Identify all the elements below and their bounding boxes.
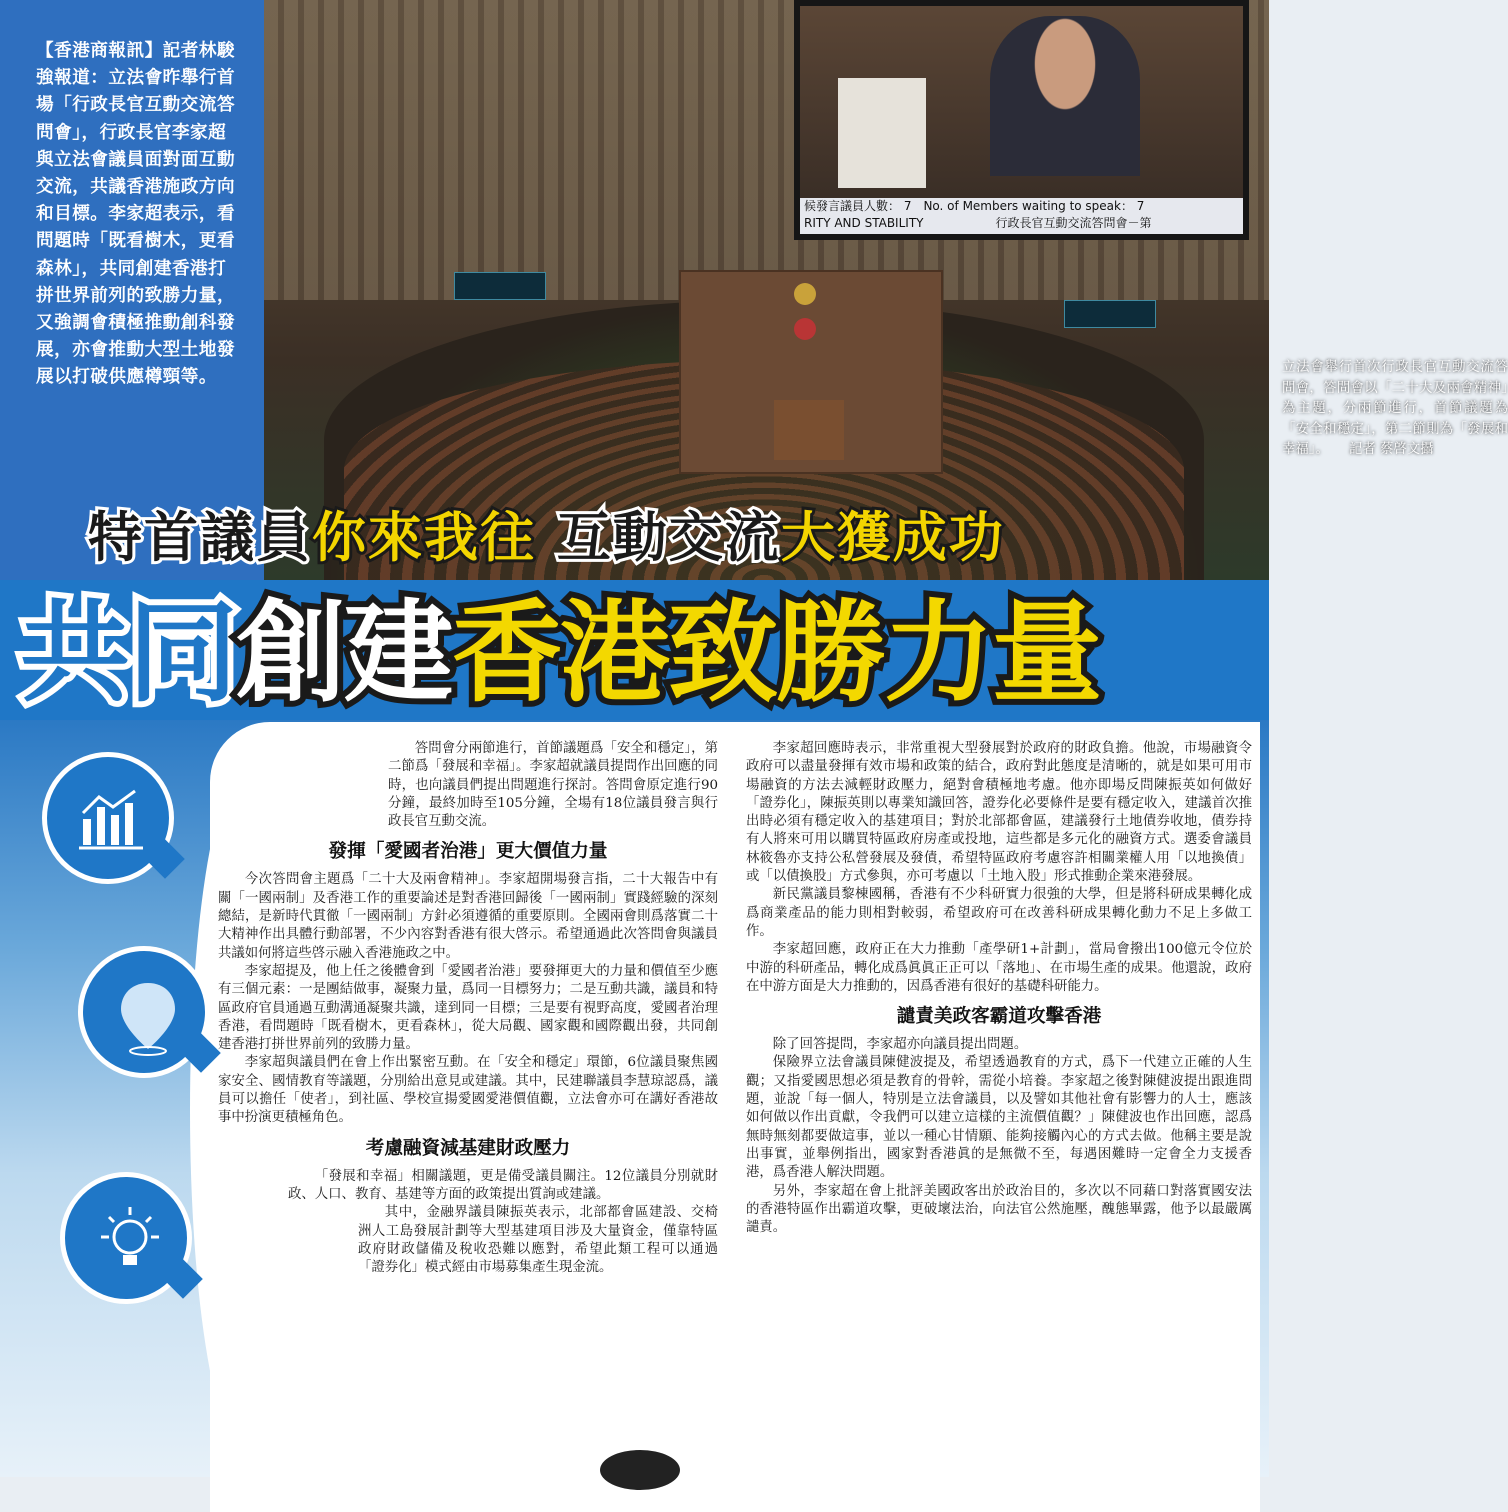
sign-language-interpreter bbox=[838, 78, 926, 188]
sub-headline bbox=[88, 500, 1005, 576]
sub-headline-part-2: 你來我往 bbox=[312, 506, 536, 569]
article-paragraph: 李家超回應時表示，非常重視大型發展對於政府的財政負擔。他說，市場融資令政府可以盡量發揮有效市場和政策的結合，政府對此態度是清晰的，就是如果可用市場融資的方法去減輕財政壓力，絕對會積極地考慮。他亦即場反問陳振英如何做好「證券化」，陳振英則以專業知識回答，證券化必要條件是要有穩定收入，建議首次推出時必須有穩定收入的基建項目；對於北部都會區，建議發行土地債券收地，債券持有人將來可用以購買特區政府房產或投地，這些都是多元化的融資方式。選委會議員林筱魯亦支持公私營發展及發債，希望特區政府考慮容許相關業權人用「以地換債」或「以債換股」方式參與，亦可考慮以「土地入股」形式推動企業來港發展。 bbox=[746, 741, 1252, 885]
main-headline-part-1: 共同 bbox=[20, 589, 236, 717]
article-column-1 bbox=[218, 740, 718, 1277]
article-paragraph: 除了回答提問，李家超亦向議員提出問題。 bbox=[772, 1037, 1028, 1053]
tv-caption-line-2: RITY AND STABILITY 行政長官互動交流答問會－第 bbox=[804, 216, 1152, 230]
regional-emblem bbox=[794, 318, 816, 340]
sub-headline-part-4: 大獲成功 bbox=[780, 506, 1005, 569]
tv-screen bbox=[794, 0, 1249, 240]
article-paragraph: 新民黨議員黎棟國稱，香港有不少科研實力很強的大學，但是將科研成果轉化成爲商業產品的能力則相對較弱，希望政府可在改善科研成果轉化動力不足上多做工作。 bbox=[746, 887, 1252, 939]
article-paragraph: 答問會分兩節進行，首節議題爲「安全和穩定」，第二節爲「發展和幸福」。李家超就議員提問作出回應的同時，也向議員們提出問題進行探討。答問會原定進行90分鐘，最終加時至105分鐘，全場有18位議員發言與行政長官互動交流。 bbox=[388, 741, 718, 830]
article-column-2 bbox=[746, 740, 1252, 1237]
article-paragraph: 李家超回應，政府正在大力推動「產學研1+計劃」，當局會撥出100億元令位於中游的科研產品，轉化成爲眞眞正正可以「落地」、在市場生產的成果。他還說，政府在中游方面是大力推動的，因爲香港有很好的基礎科研能力。 bbox=[746, 942, 1252, 994]
section-heading: 發揮「愛國者治港」更大價值力量 bbox=[328, 841, 608, 863]
tv-caption-bar bbox=[800, 198, 1243, 234]
article-paragraph: 李家超提及，他上任之後體會到「愛國者治港」要發揮更大的力量和價值至少應有三個元素：一是團結做事，凝聚力量，爲同一目標努力；二是互動共識，議員和特區政府官員通過互動溝通凝聚共識，達到同一目標；三是要有視野高度，愛國者治理香港，看問題時「既看樹木，更看森林」，從大局觀、國家觀和國際觀出發，共同創建香港打拼世界前列的致勝力量。 bbox=[218, 963, 718, 1053]
tv-picture bbox=[800, 6, 1243, 198]
article-paragraph: 保險界立法會議員陳健波提及，希望透過教育的方式，爲下一代建立正確的人生觀；又指愛國思想必須是教育的骨幹，需從小培養。李家超之後對陳健波提出跟進問題，並說「每一個人，特別是立法會議員，以及譬如其他社會有影響力的人士，應該如何做以作出貢獻，令我們可以建立這樣的主流價值觀？」陳健波也作出回應，認爲無時無刻都要做這事，並以一種心甘情願、能夠接觸內心的方式去做。他稱主要是說出事實，並舉例指出，國家對香港眞的是無微不至，每遇困難時一定會全力支援香港，爲香港人解決問題。 bbox=[746, 1055, 1252, 1181]
tv-caption-line-1: 候發言議員人數： 7 No. of Members waiting to speak： 7 bbox=[804, 199, 1145, 213]
main-headline bbox=[20, 590, 1100, 716]
podium bbox=[774, 400, 844, 460]
main-headline-part-2: 創建 bbox=[236, 589, 452, 717]
lead-paragraph: 【香港商報訊】記者林駿強報道：立法會昨舉行首場「行政長官互動交流答問會」，行政長官李家超與立法會議員面對面互動交流，共議香港施政方向和目標。李家超表示，看問題時「既看樹木，更看森林」，共同創建香港打拼世界前列的致勝力量，又強調會積極推動創科發展，亦會推動大型土地發展以打破供應樽頸等。 bbox=[36, 41, 236, 388]
article-paragraph: 「發展和幸福」相關議題，更是備受議員關注。12位議員分別就財政、人口、教育、基建等方面的政策提出質詢或建議。 bbox=[288, 1168, 718, 1202]
section-heading: 譴責美政客霸道攻擊香港 bbox=[896, 1006, 1102, 1028]
main-headline-part-3: 香港致勝力量 bbox=[452, 589, 1100, 717]
article-paragraph: 今次答問會主題爲「二十大及兩會精神」。李家超開場發言指，二十大報告中有關「一國兩制」及香港工作的重要論述是對香港回歸後「一國兩制」實踐經驗的深刻總結，是新時代貫徹「一國兩制」方針必須遵循的重要原則。全國兩會則爲落實二十大精神作出具體行動部署，不少內容對香港有很大啓示。希望通過此次答問會與議員共議如何將這些啓示融入香港施政之中。 bbox=[218, 872, 718, 961]
display-sign-left bbox=[454, 272, 546, 300]
chief-executive-figure bbox=[990, 16, 1140, 176]
bottom-decoration bbox=[600, 1450, 680, 1490]
location-pin-icon bbox=[78, 946, 210, 1078]
sub-headline-part-1: 特首議員 bbox=[88, 506, 312, 569]
lightbulb-icon bbox=[60, 1172, 192, 1304]
display-sign-right bbox=[1064, 300, 1156, 328]
article-paragraph: 李家超與議員們在會上作出緊密互動。在「安全和穩定」環節，6位議員聚焦國家安全、國情教育等議題，分別給出意見或建議。其中，民建聯議員李慧琼認爲，議員可以擔任「使者」，到社區、學校宣揚愛國愛港價值觀，立法會亦可在講好香港故事中扮演更積極角色。 bbox=[218, 1055, 718, 1126]
sub-headline-part-3: 互動交流 bbox=[536, 506, 781, 569]
section-heading: 考慮融資減基建財政壓力 bbox=[365, 1137, 571, 1159]
article-paragraph: 另外，李家超在會上批評美國政客出於政治目的，多次以不同藉口對落實國安法的香港特區作出霸道攻擊，更破壞法治，向法官公然施壓，醜態畢露，他予以最嚴厲譴責。 bbox=[746, 1183, 1252, 1236]
national-emblem bbox=[794, 283, 816, 305]
article-paragraph: 其中，金融界議員陳振英表示，北部都會區建設、交椅洲人工島發展計劃等大型基建項目涉及大量資金，僅靠特區政府財政儲備及稅收恐難以應對，希望此類工程可以通過「證券化」模式經由市場募集產生現金流。 bbox=[358, 1205, 718, 1276]
photo-caption: 立法會舉行首次行政長官互動交流答問會，答問會以「二十大及兩會精神」為主題，分兩節進行，首節議題為「安全和穩定」，第二節則為「發展和幸福」。 記者 蔡啓文攝 bbox=[1282, 360, 1508, 457]
bar-chart-icon bbox=[42, 752, 174, 884]
legislative-council-photo bbox=[264, 0, 1508, 580]
